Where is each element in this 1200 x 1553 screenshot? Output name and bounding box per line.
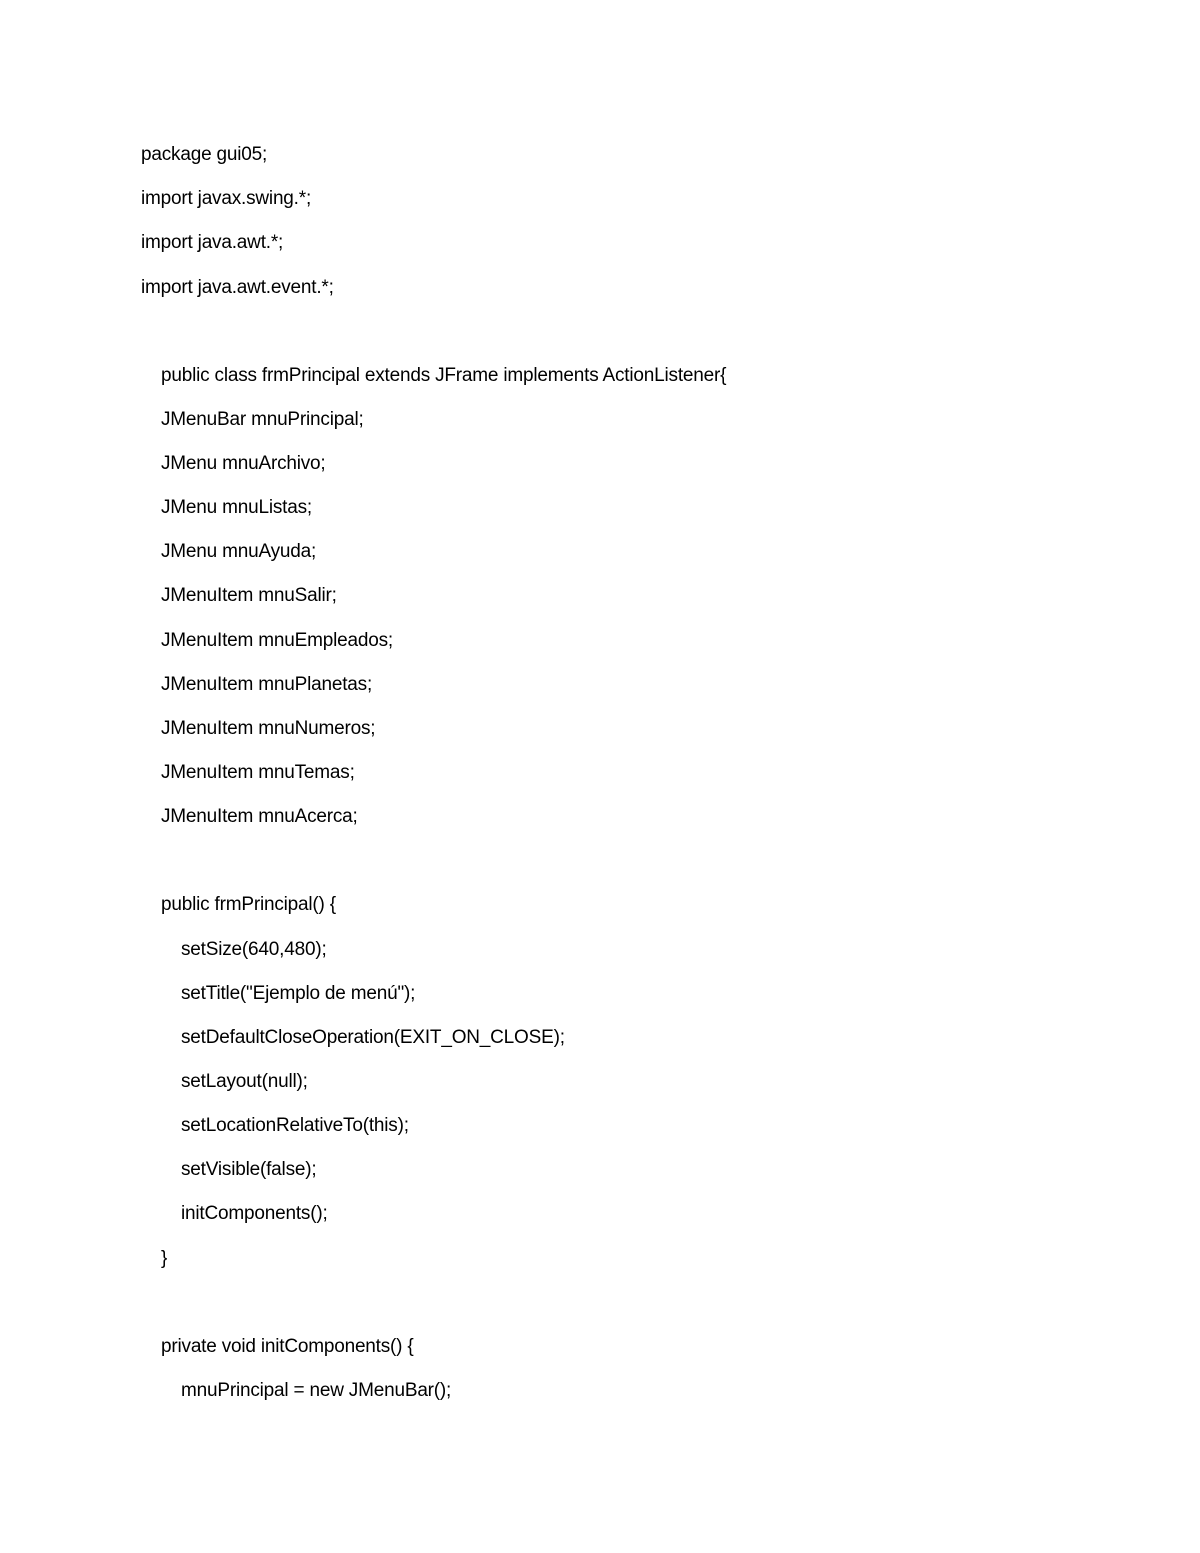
code-line-field-temas: JMenuItem mnuTemas;	[161, 762, 355, 783]
code-line-setsize: setSize(640,480);	[181, 939, 327, 960]
code-line-field-numeros: JMenuItem mnuNumeros;	[161, 718, 376, 739]
code-line-field-archivo: JMenu mnuArchivo;	[161, 453, 326, 474]
code-line-field-empleados: JMenuItem mnuEmpleados;	[161, 630, 393, 651]
code-line-field-ayuda: JMenu mnuAyuda;	[161, 541, 317, 562]
code-line-setdefaultcloseoperation: setDefaultCloseOperation(EXIT_ON_CLOSE);	[181, 1027, 565, 1048]
code-line-field-planetas: JMenuItem mnuPlanetas;	[161, 674, 373, 695]
code-line-field-acerca: JMenuItem mnuAcerca;	[161, 806, 358, 827]
code-line-field-listas: JMenu mnuListas;	[161, 497, 312, 518]
code-line-setvisible: setVisible(false);	[181, 1159, 317, 1180]
code-line-constructor: public frmPrincipal() {	[161, 894, 336, 915]
code-line-setlayout: setLayout(null);	[181, 1071, 308, 1092]
code-line-constructor-close: }	[161, 1248, 168, 1269]
code-line-setlocationrelativeto: setLocationRelativeTo(this);	[181, 1115, 409, 1136]
code-line-new-menubar: mnuPrincipal = new JMenuBar();	[181, 1380, 452, 1401]
code-line-field-salir: JMenuItem mnuSalir;	[161, 585, 337, 606]
code-line-import-swing: import javax.swing.*;	[141, 188, 312, 209]
code-line-settitle: setTitle("Ejemplo de menú");	[181, 983, 416, 1004]
code-line-import-awt-event: import java.awt.event.*;	[141, 277, 334, 298]
code-line-import-awt: import java.awt.*;	[141, 232, 284, 253]
code-line-class-declaration: public class frmPrincipal extends JFrame implements ActionListener{	[161, 365, 727, 386]
code-line-package: package gui05;	[141, 144, 268, 165]
code-line-initcomponents-declaration: private void initComponents() {	[161, 1336, 414, 1357]
code-line-initcomponents-call: initComponents();	[181, 1203, 328, 1224]
code-line-field-menubar: JMenuBar mnuPrincipal;	[161, 409, 364, 430]
